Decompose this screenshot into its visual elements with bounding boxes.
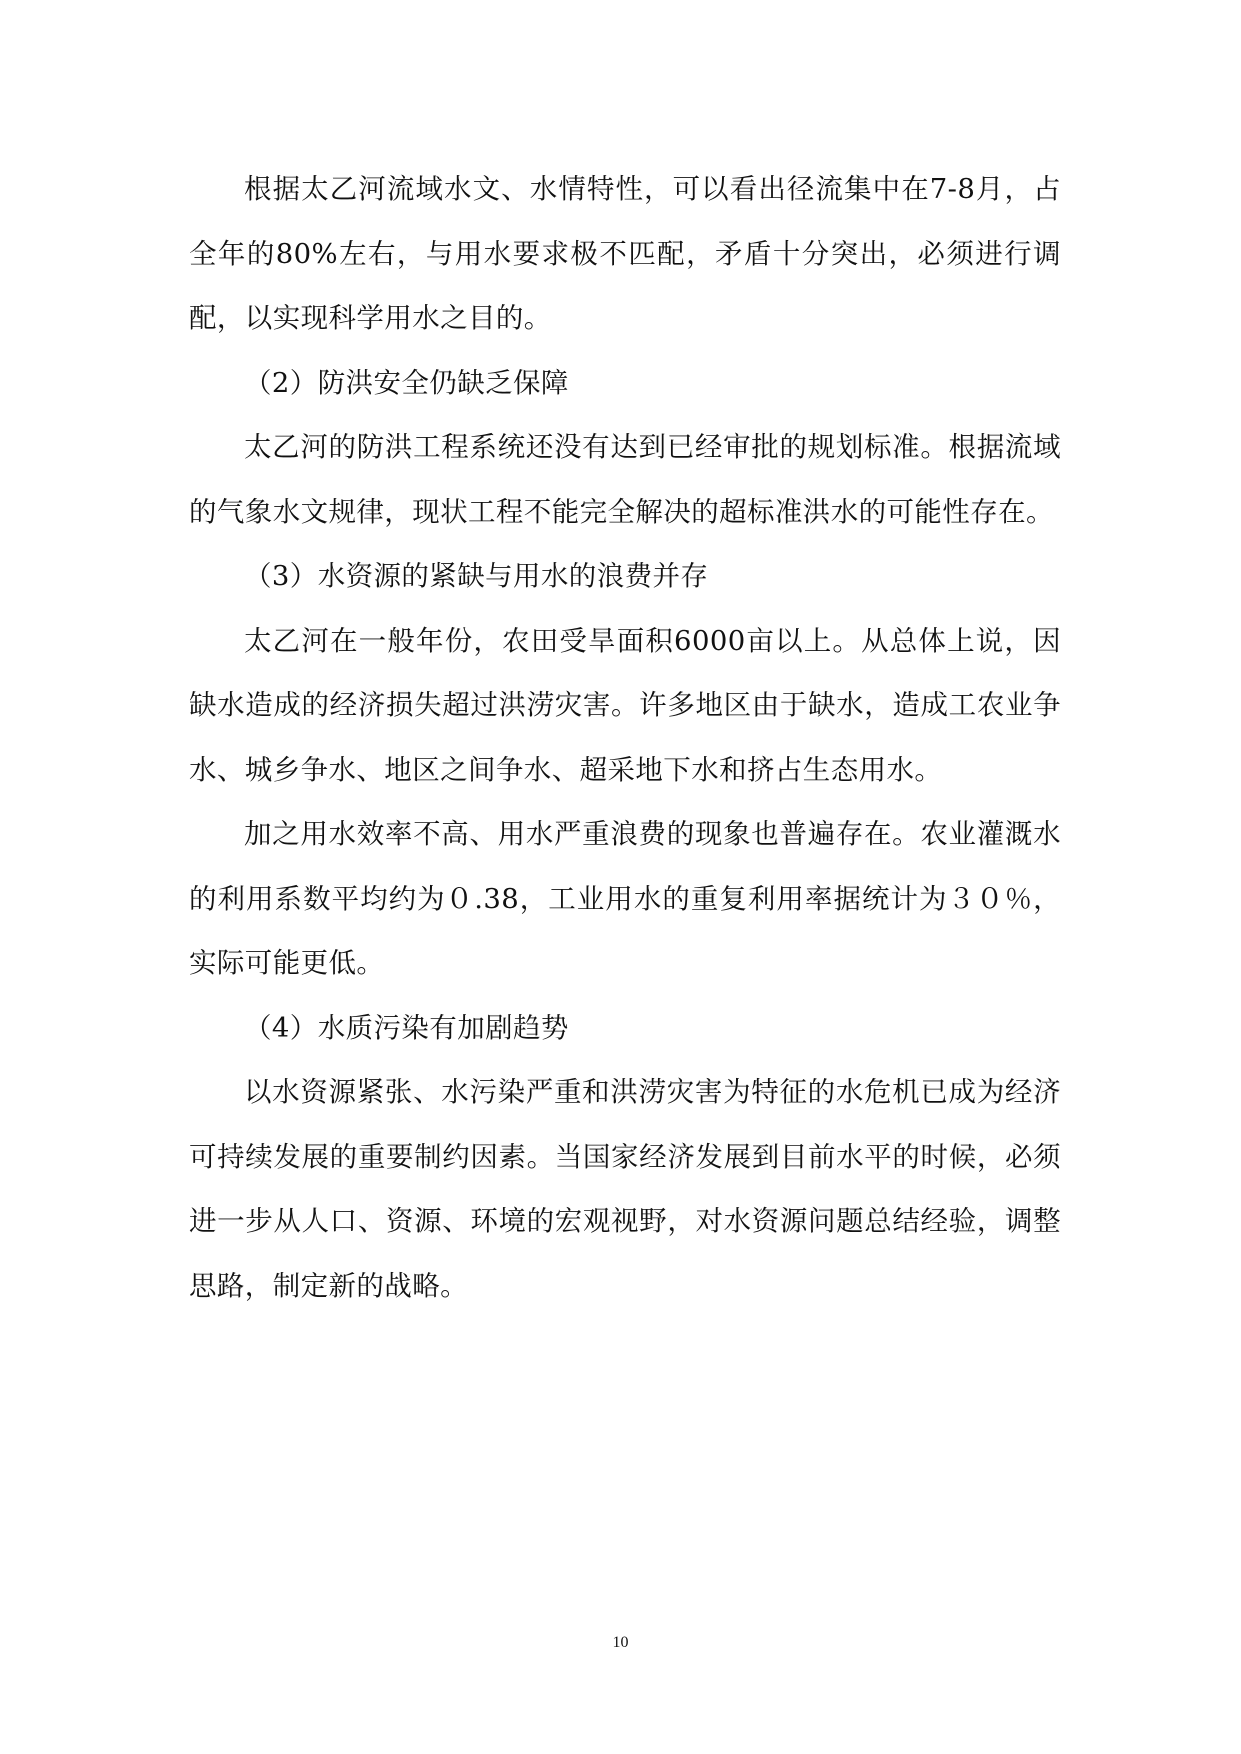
paragraph-water-crisis: 以水资源紧张、水污染严重和洪涝灾害为特征的水危机已成为经济可持续发展的重要制约因素。当国家经济发展到目前水平的时候，必须进一步从人口、资源、环境的宏观视野，对水资源问题总结经验，调整思路，制定新的战略。 [189, 1076, 1061, 1302]
section-heading-water-shortage: （3）水资源的紧缺与用水的浪费并存 [244, 560, 709, 592]
section-heading-flood-control: （2）防洪安全仍缺乏保障 [244, 366, 569, 399]
document-body [189, 157, 1061, 1318]
page-number: 10 [612, 1634, 629, 1651]
paragraph-runoff: 根据太乙河流域水文、水情特性，可以看出径流集中在7-8月，占全年的80%左右，与用水要求极不匹配，矛盾十分突出，必须进行调配，以实现科学用水之目的。 [189, 173, 1061, 334]
section-heading-water-pollution: （4）水质污染有加剧趋势 [244, 1011, 569, 1044]
paragraph-water-efficiency: 加之用水效率不高、用水严重浪费的现象也普遍存在。农业灌溉水的利用系数平均约为０.38，工业用水的重复利用率据统计为３０％，实际可能更低。 [189, 818, 1061, 979]
paragraph-water-shortage: 太乙河在一般年份，农田受旱面积6000亩以上。从总体上说，因缺水造成的经济损失超过洪涝灾害。许多地区由于缺水，造成工农业争水、城乡争水、地区之间争水、超采地下水和挤占生态用水。 [189, 624, 1061, 786]
paragraph-flood-control: 太乙河的防洪工程系统还没有达到已经审批的规划标准。根据流域的气象水文规律，现状工程不能完全解决的超标准洪水的可能性存在。 [189, 431, 1061, 528]
